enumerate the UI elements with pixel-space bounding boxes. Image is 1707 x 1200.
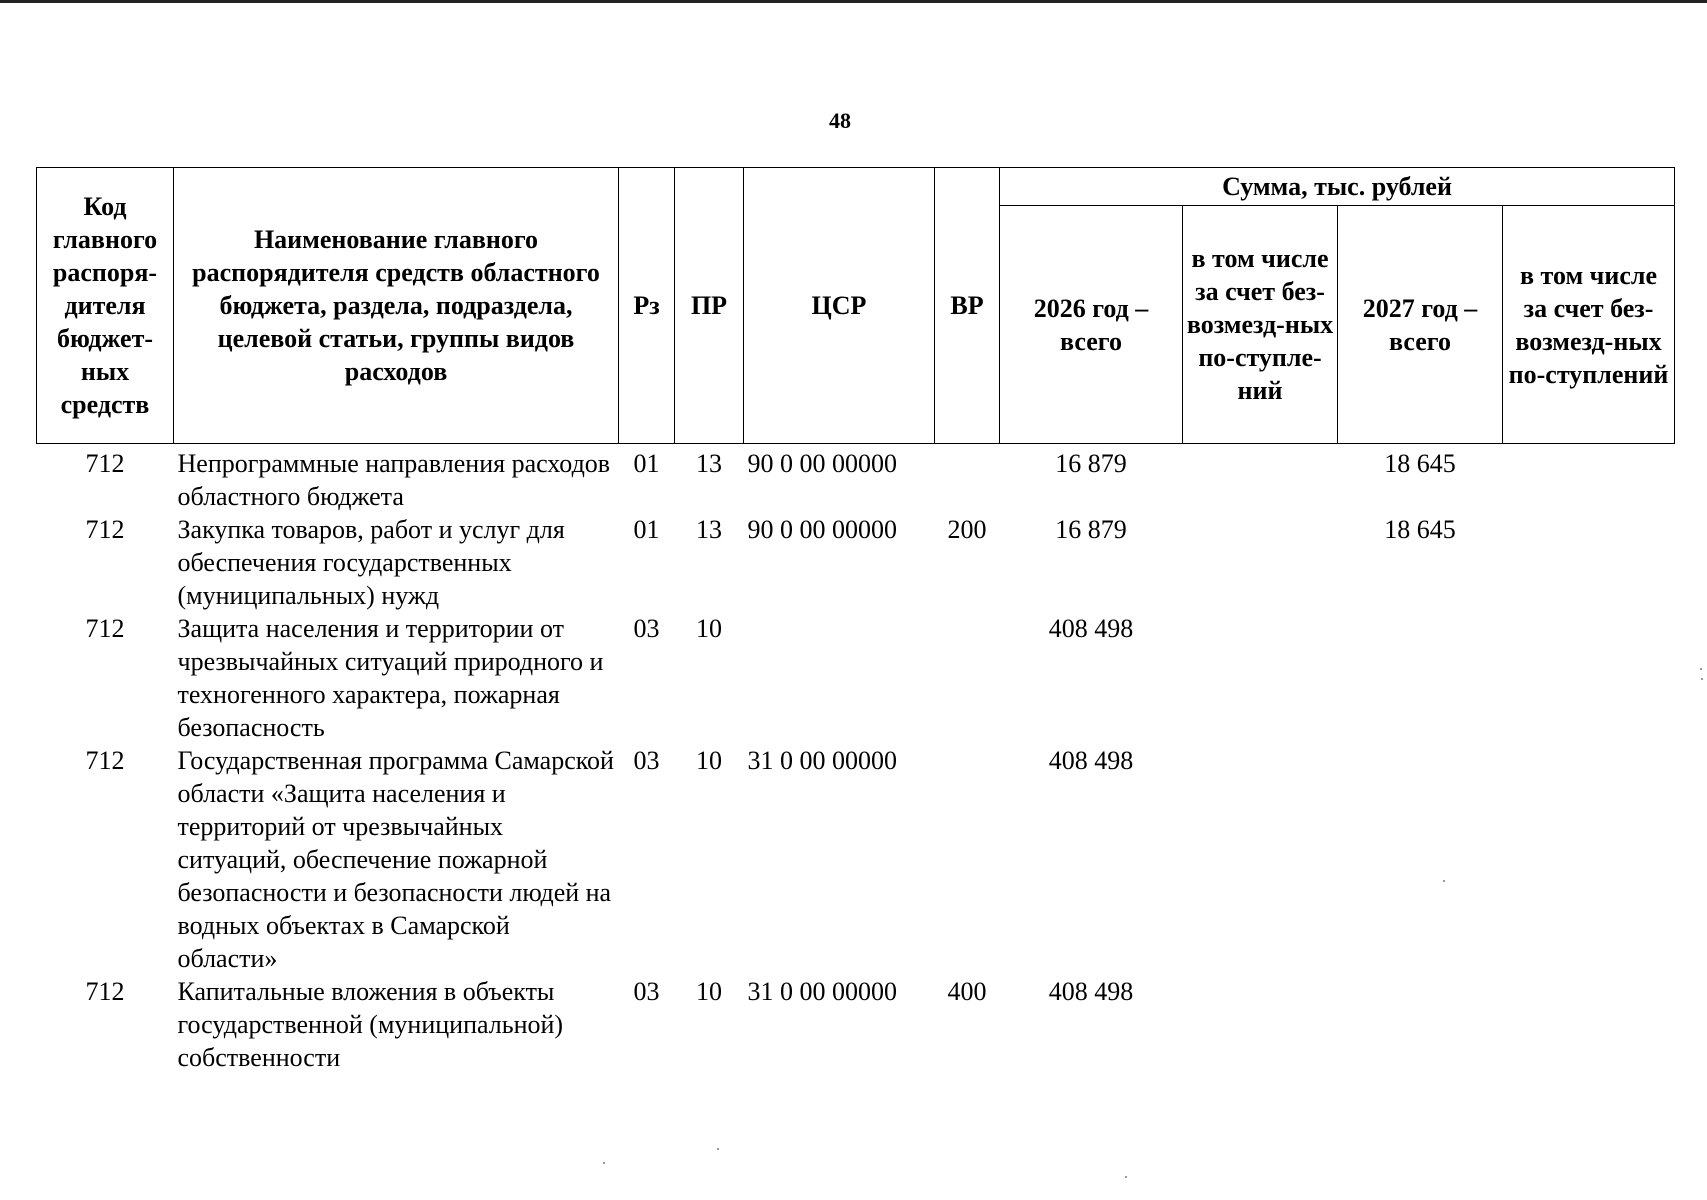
table-row <box>37 444 1675 514</box>
cell-2027-gratuitous <box>1503 744 1675 975</box>
cell-vr <box>935 612 1000 744</box>
cell-name: Капитальные вложения в объекты государственной (муниципальной) собственности <box>177 977 564 1072</box>
cell-name: Государственная программа Самарской области «Защита населения и территорий от чрезвычайных ситуаций, обеспечение пожарной безопасности и безопасности людей на водных объектах в Самарской области» <box>177 746 614 973</box>
cell-vr <box>935 444 1000 514</box>
header-2027-gratuitous: в том числе за счет без-возмезд-ных по-ступлений <box>1503 206 1675 444</box>
header-2026-gratuitous: в том числе за счет без-возмезд-ных по-ступле-ний <box>1183 206 1338 444</box>
cell-2027-total <box>1338 975 1503 1074</box>
header-sum-group: Сумма, тыс. рублей <box>1000 168 1675 206</box>
cell-rz: 03 <box>633 977 660 1006</box>
cell-csr: 90 0 00 00000 <box>747 449 897 478</box>
header-2026-total: 2026 год – всего <box>1000 206 1183 444</box>
cell-2027-gratuitous <box>1503 612 1675 744</box>
cell-2027-gratuitous <box>1503 444 1675 514</box>
page-number: 48 <box>829 108 851 133</box>
header-name: Наименование главного распорядителя средств областного бюджета, раздела, подраздела, целевой статьи, группы видов расходов <box>174 168 619 444</box>
cell-2026-total: 16 879 <box>1055 449 1127 478</box>
scan-speck <box>1700 668 1702 670</box>
header-rz: Рз <box>619 168 675 444</box>
cell-code: 712 <box>85 977 125 1006</box>
header-vr: ВР <box>935 168 1000 444</box>
cell-2026-gratuitous <box>1183 612 1338 744</box>
budget-table <box>36 167 1675 1074</box>
cell-2027-total <box>1338 612 1503 744</box>
cell-pr: 10 <box>696 614 722 643</box>
header-2027-total: 2027 год – всего <box>1338 206 1503 444</box>
cell-name: Закупка товаров, работ и услуг для обеспечения государственных (муниципальных) нужд <box>177 515 565 610</box>
table-row <box>37 975 1675 1074</box>
cell-2026-total: 408 498 <box>1048 614 1134 643</box>
cell-rz: 03 <box>633 614 660 643</box>
cell-name: Защита населения и территории от чрезвычайных ситуаций природного и техногенного характера, пожарная безопасность <box>177 614 604 742</box>
header-code: Код главного распоря-дителя бюджет-ных средств <box>37 168 174 444</box>
cell-vr <box>935 744 1000 975</box>
cell-2027-total: 18 645 <box>1384 515 1456 544</box>
cell-vr: 400 <box>947 977 987 1006</box>
table-header <box>37 168 1675 444</box>
cell-csr: 31 0 00 00000 <box>747 746 897 775</box>
cell-code: 712 <box>85 515 125 544</box>
header-csr: ЦСР <box>744 168 935 444</box>
cell-csr: 90 0 00 00000 <box>747 515 897 544</box>
table-body <box>37 444 1675 1075</box>
cell-2026-gratuitous <box>1183 975 1338 1074</box>
cell-pr: 10 <box>696 746 722 775</box>
scan-speck <box>717 1148 719 1150</box>
cell-2027-total <box>1338 744 1503 975</box>
cell-code: 712 <box>85 449 125 478</box>
cell-2027-total: 18 645 <box>1384 449 1456 478</box>
cell-vr: 200 <box>947 515 987 544</box>
header-pr: ПР <box>675 168 744 444</box>
table-row <box>37 744 1675 975</box>
scan-top-border <box>0 0 1707 3</box>
cell-rz: 03 <box>633 746 660 775</box>
cell-code: 712 <box>85 614 125 643</box>
cell-2026-gratuitous <box>1183 444 1338 514</box>
cell-2026-gratuitous <box>1183 513 1338 612</box>
table-row <box>37 513 1675 612</box>
scan-speck <box>1701 678 1703 680</box>
cell-2026-total: 16 879 <box>1055 515 1127 544</box>
cell-2027-gratuitous <box>1503 513 1675 612</box>
scan-speck <box>1125 1176 1127 1178</box>
cell-code: 712 <box>85 746 125 775</box>
cell-rz: 01 <box>633 449 660 478</box>
cell-csr <box>744 612 935 744</box>
cell-csr: 31 0 00 00000 <box>747 977 897 1006</box>
scan-speck <box>1443 880 1445 882</box>
cell-name: Непрограммные направления расходов областного бюджета <box>177 449 611 511</box>
cell-2026-gratuitous <box>1183 744 1338 975</box>
scan-speck <box>603 1162 605 1164</box>
cell-2027-gratuitous <box>1503 975 1675 1074</box>
cell-2026-total: 408 498 <box>1048 977 1134 1006</box>
cell-pr: 13 <box>696 449 722 478</box>
cell-pr: 10 <box>696 977 722 1006</box>
cell-rz: 01 <box>633 515 660 544</box>
cell-2026-total: 408 498 <box>1048 746 1134 775</box>
cell-pr: 13 <box>696 515 722 544</box>
table-row <box>37 612 1675 744</box>
